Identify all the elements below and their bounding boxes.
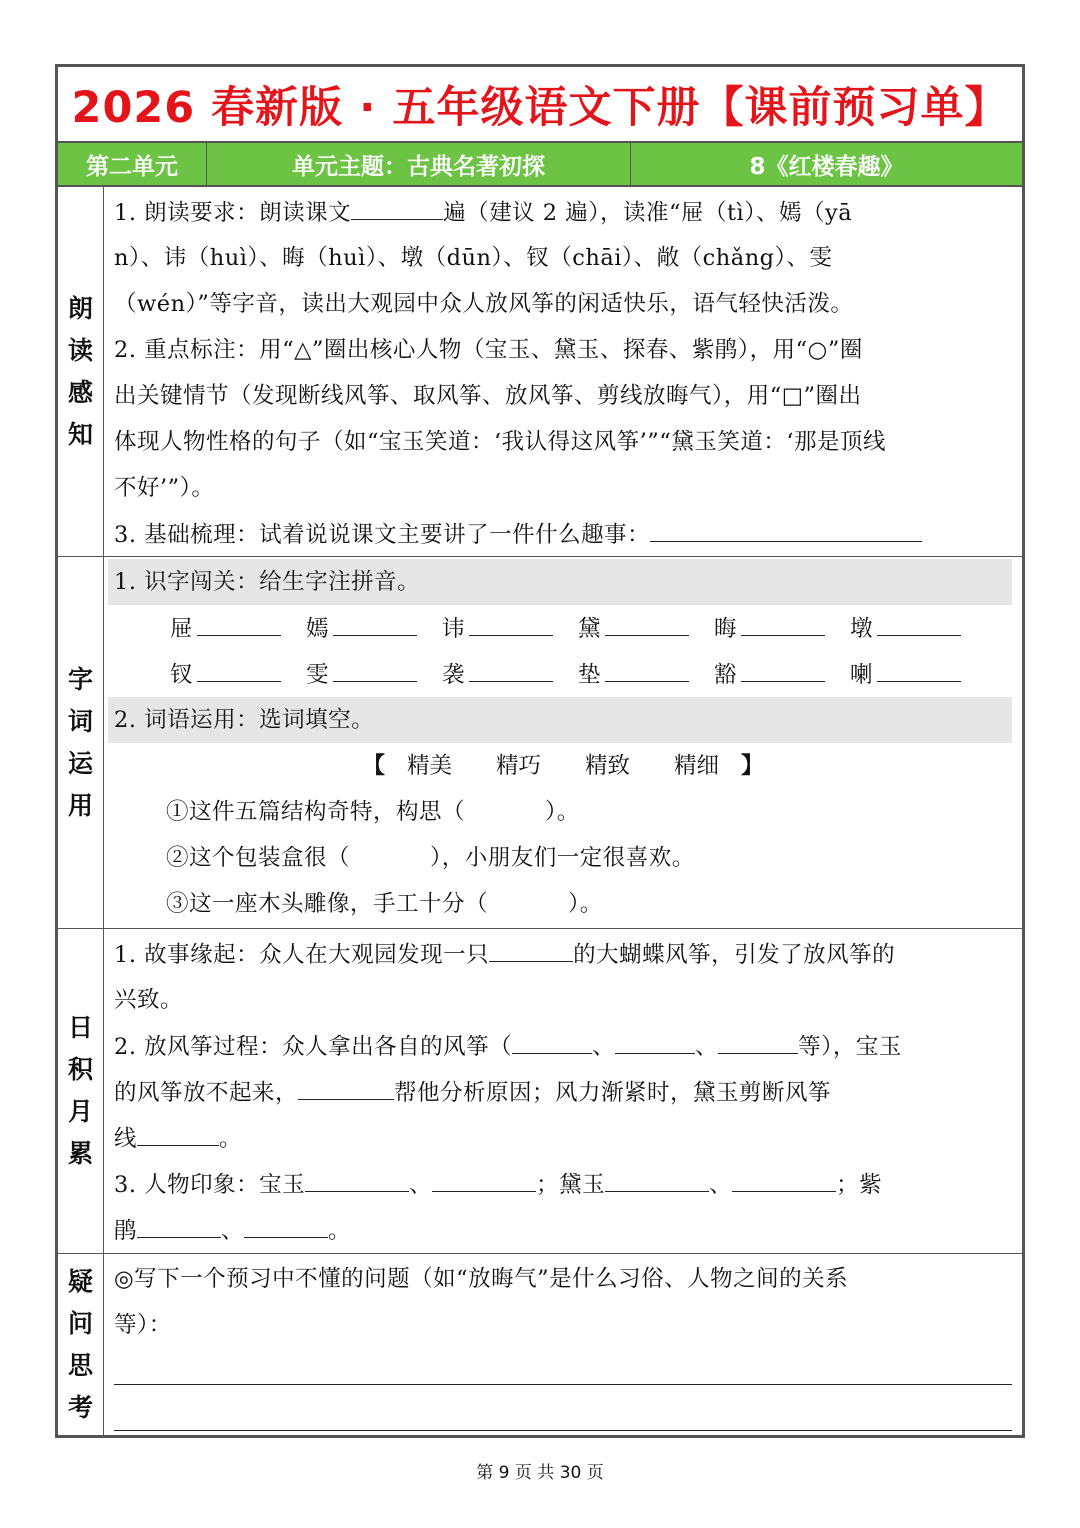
accumulation-line-7: 鹃 、 。 [114,1207,1012,1253]
pinyin-blank[interactable] [877,651,961,682]
pinyin-blank[interactable] [605,651,689,682]
pinyin-blank[interactable] [197,605,281,636]
page-number: 第 9 页 共 30 页 [476,1463,604,1483]
pinyin-blank[interactable] [605,605,689,636]
reading-line-7: 不好’”）。 [114,475,215,501]
pinyin-blank[interactable] [741,651,825,682]
answer-blank[interactable] [298,1069,394,1100]
question-prompt-1: ◎写下一个预习中不懂的问题（如“放晦气”是什么习俗、人物之间的关系 [114,1266,849,1292]
pinyin-blank[interactable] [333,605,417,636]
answer-blank[interactable] [244,1207,328,1238]
writing-line-1[interactable] [114,1384,1012,1385]
answer-blank[interactable] [305,1161,409,1192]
reading-line-8: 3. 基础梳理：试着说说课文主要讲了一件什么趣事： [114,511,1012,557]
pinyin-blank[interactable] [197,651,281,682]
answer-blank[interactable] [137,1115,219,1146]
reading-line-6: 体现人物性格的句子（如“宝玉笑道：‘我认得这风筝’”“黛玉笑道：‘那是顶线 [114,429,886,455]
pinyin-blank[interactable] [469,651,553,682]
section-label: 日 积 月 累 [58,929,104,1253]
reading-line-4: 2. 重点标注：用“△”圈出核心人物（宝玉、黛玉、探春、紫鹃），用“○”圈 [114,337,863,363]
section-label: 字 词 运 用 [58,557,104,928]
pinyin-blank[interactable] [469,605,553,636]
accumulation-line-5: 线 。 [114,1115,1012,1161]
section-accumulation [58,929,1022,1254]
answer-blank[interactable] [732,1161,836,1192]
fill-sentence-2: ②这个包装盒很（ ），小朋友们一定很喜欢。 [166,845,695,871]
pinyin-row-1: 屉 嫣 讳 黛 晦 墩 [114,605,1012,651]
accumulation-line-6: 3. 人物印象：宝玉 、 ；黛玉 、 ；紫 [114,1161,1012,1207]
section-vocabulary [58,557,1022,929]
answer-blank[interactable] [351,189,443,220]
reading-line-5: 出关键情节（发现断线风筝、取风筝、放风筝、剪线放晦气），用“□”圈出 [114,383,862,409]
page-title: 2026 春新版 · 五年级语文下册【课前预习单】 [58,67,1022,143]
accumulation-line-4: 的风筝放不起来， 帮他分析原因；风力渐紧时，黛玉剪断风筝 [114,1069,1012,1115]
unit-label: 第二单元 [58,143,207,185]
section-label: 疑 问 思 考 [58,1254,104,1435]
reading-line-1: 1. 朗读要求：朗读课文 遍（建议 2 遍），读准“屉（tì）、嫣（yā [114,189,1012,235]
word-bank: 【 精美 精巧 精致 精细 】 [362,753,764,779]
answer-blank[interactable] [718,1023,798,1054]
unit-theme: 单元主题：古典名著初探 [207,143,631,185]
pinyin-row-2: 钗 雯 袭 垫 豁 喇 [114,651,1012,697]
answer-blank[interactable] [489,931,573,962]
question-2-title: 2. 词语运用：选词填空。 [108,697,1012,743]
answer-blank[interactable] [432,1161,536,1192]
accumulation-line-3: 2. 放风筝过程：众人拿出各自的风筝（ 、 、 等），宝玉 [114,1023,1012,1069]
fill-sentence-1: ①这件五篇结构奇特，构思（ ）。 [166,799,580,825]
answer-blank[interactable] [137,1207,221,1238]
reading-line-3: （wén）”等字音，读出大观园中众人放风筝的闲适快乐，语气轻快活泼。 [114,291,854,317]
section-label: 朗 读 感 知 [58,187,104,556]
writing-line-2[interactable] [114,1430,1012,1431]
pinyin-blank[interactable] [333,651,417,682]
answer-blank[interactable] [512,1023,592,1054]
pinyin-blank[interactable] [741,605,825,636]
answer-blank[interactable] [605,1161,709,1192]
section-reading [58,187,1022,557]
answer-blank[interactable] [615,1023,695,1054]
unit-header [58,143,1022,187]
question-1-title: 1. 识字闯关：给生字注拼音。 [108,559,1012,605]
pinyin-blank[interactable] [877,605,961,636]
worksheet [55,64,1025,1438]
accumulation-line-2: 兴致。 [114,987,184,1013]
lesson-title: 8《红楼春趣》 [749,153,904,180]
section-questions [58,1254,1022,1435]
reading-line-2: n）、讳（huì）、晦（huì）、墩（dūn）、钗（chāi）、敞（chǎng）、雯 [114,245,833,271]
fill-sentence-3: ③这一座木头雕像，手工十分（ ）。 [166,891,603,917]
question-prompt-2: 等）： [114,1312,172,1338]
answer-blank[interactable] [650,511,922,542]
accumulation-line-1: 1. 故事缘起：众人在大观园发现一只 的大蝴蝶风筝，引发了放风筝的 [114,931,1012,977]
